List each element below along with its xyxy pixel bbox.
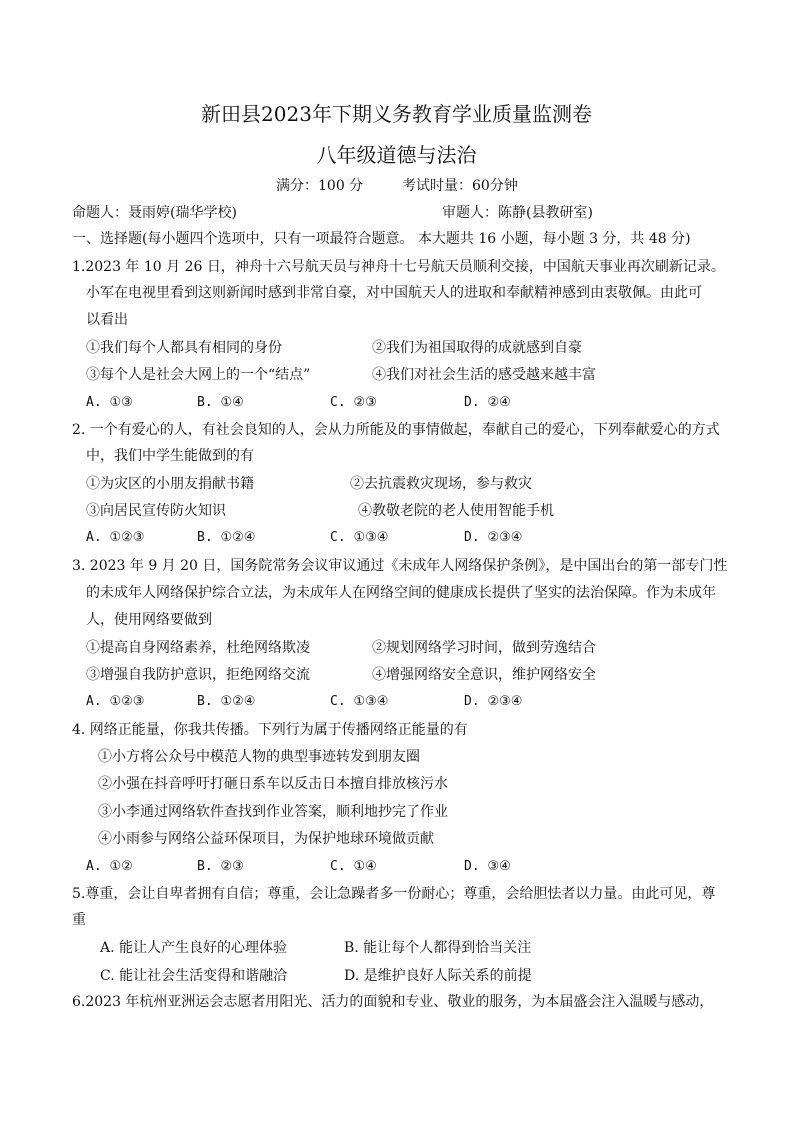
exam-title: 新田县2023年下期义务教育学业质量监测卷 xyxy=(201,102,592,126)
q1-option-c: C. ②③ xyxy=(330,395,377,410)
q3-stem-line-2: 的未成年人网络保护综合立法，为未成年人在网络空间的健康成长提供了坚实的法治保障。作为未成年 xyxy=(86,585,716,601)
q3-statement-2: ②规划网络学习时间，做到劳逸结合 xyxy=(372,640,596,656)
q4-statement-4: ④小雨参与网络公益环保项目，为保护地球环境做贡献 xyxy=(98,831,434,847)
q3-statement-1: ①提高自身网络素养，杜绝网络欺凌 xyxy=(86,640,310,656)
q1-stem-line-2: 小军在电视里看到这则新闻时感到非常自豪，对中国航天人的进取和奉献精神感到由衷敬佩。由此可 xyxy=(86,285,702,301)
section-heading: 一、选择题(每小题四个选项中，只有一项最符合题意。 本大题共 16 小题，每小题 3 分，共 48 分) xyxy=(72,231,691,247)
exam-time: 考试时量：60分钟 xyxy=(402,178,518,194)
q5-stem-line-2: 重 xyxy=(72,912,86,928)
q5-stem-line-1: 5.尊重，会让自卑者拥有自信；尊重，会让急躁者多一份耐心；尊重，会给胆怯者以力量。由此可见，尊 xyxy=(72,886,716,902)
q5-option-a: A. 能让人产生良好的心理体验 xyxy=(100,940,288,956)
q2-statement-3: ③向居民宣传防火知识 xyxy=(86,503,226,519)
q1-option-b: B. ①④ xyxy=(197,395,244,410)
q1-statement-1: ①我们每个人都具有相同的身份 xyxy=(86,340,282,356)
q2-stem-line-2: 中，我们中学生能做到的有 xyxy=(86,448,254,464)
q1-statement-2: ②我们为祖国取得的成就感到自豪 xyxy=(372,340,582,356)
q3-statement-4: ④增强网络安全意识，维护网络安全 xyxy=(372,667,596,683)
q3-stem-line-3: 人，使用网络要做到 xyxy=(86,612,212,628)
q3-option-b: B. ①②④ xyxy=(197,694,256,709)
q5-option-c: C. 能让社会生活变得和谐融洽 xyxy=(100,968,288,984)
q5-option-b: B. 能让每个人都得到恰当关注 xyxy=(344,940,532,956)
q1-stem-line-3: 以看出 xyxy=(86,312,128,328)
q3-option-d: D. ②③④ xyxy=(464,694,523,709)
q3-option-c: C. ①③④ xyxy=(330,694,389,709)
q2-option-c: C. ①③④ xyxy=(330,530,389,545)
q4-statement-2: ②小强在抖音呼吁打砸日系车以反击日本擅自排放核污水 xyxy=(98,776,448,792)
q2-option-b: B. ①②④ xyxy=(197,530,256,545)
q1-option-d: D. ②④ xyxy=(464,395,511,410)
q1-statement-4: ④我们对社会生活的感受越来越丰富 xyxy=(372,367,596,383)
q4-option-b: B. ②③ xyxy=(197,859,244,874)
q5-option-d: D. 是维护良好人际关系的前提 xyxy=(344,968,532,984)
full-marks: 满分：100 分 xyxy=(276,178,364,194)
q2-stem-line-1: 2. 一个有爱心的人，有社会良知的人，会从力所能及的事情做起，奉献自己的爱心，下列奉献爱心的方式 xyxy=(72,422,720,438)
q2-option-a: A. ①②③ xyxy=(86,530,145,545)
q2-statement-1: ①为灾区的小朋友捐献书籍 xyxy=(86,476,254,492)
q3-statement-3: ③增强自我防护意识，拒绝网络交流 xyxy=(86,667,310,683)
q1-statement-3: ③每个人是社会大网上的一个“结点” xyxy=(86,367,311,383)
q1-option-a: A. ①③ xyxy=(86,395,133,410)
q3-option-a: A. ①②③ xyxy=(86,694,145,709)
q4-statement-3: ③小李通过网络软件查找到作业答案，顺利地抄完了作业 xyxy=(98,804,448,820)
q2-option-d: D. ②③④ xyxy=(464,530,523,545)
q4-option-d: D. ③④ xyxy=(464,859,511,874)
exam-reviewer: 审题人：陈静(县教研室) xyxy=(442,205,593,221)
q4-option-c: C. ①④ xyxy=(330,859,377,874)
q1-stem-line-1: 1.2023 年 10 月 26 日，神舟十六号航天员与神舟十七号航天员顺利交接，中国航天事业再次刷新记录。 xyxy=(72,259,725,275)
q6-stem-line-1: 6.2023 年杭州亚洲运会志愿者用阳光、活力的面貌和专业、敬业的服务，为本届盛会注入温暖与感动， xyxy=(72,994,714,1010)
q4-stem-line-1: 4. 网络正能量，你我共传播。下列行为属于传播网络正能量的有 xyxy=(72,722,468,738)
exam-author: 命题人：聂雨婷(瑞华学校) xyxy=(72,205,237,221)
exam-subtitle: 八年级道德与法治 xyxy=(316,143,477,167)
q4-option-a: A. ①② xyxy=(86,859,133,874)
q4-statement-1: ①小方将公众号中模范人物的典型事迹转发到朋友圈 xyxy=(98,749,420,765)
q2-statement-4: ④教敬老院的老人使用智能手机 xyxy=(358,503,554,519)
q3-stem-line-1: 3. 2023 年 9 月 20 日，国务院常务会议审议通过《未成年人网络保护条例》，是中国出台的第一部专门性 xyxy=(72,558,728,574)
q2-statement-2: ②去抗震救灾现场，参与救灾 xyxy=(350,476,532,492)
